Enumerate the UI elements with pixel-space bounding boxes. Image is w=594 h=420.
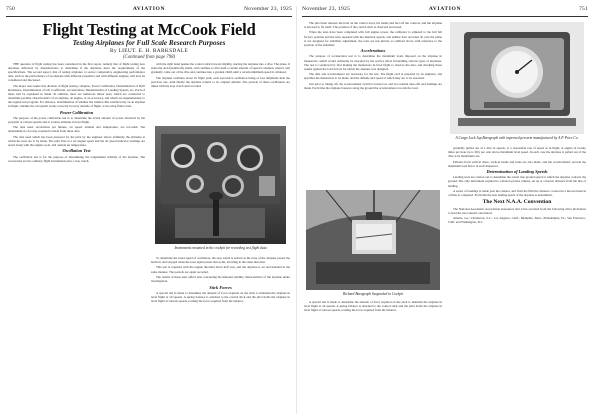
article-byline: By LIEUT. E. H. BARKSDALE: [110, 48, 188, 54]
paragraph: The National Aeronautic Association announces that it has received from the following cities invitations to hold the next annual convention:: [448, 206, 586, 215]
page-number: 750: [6, 6, 15, 12]
paragraph: The oscillation test is for the purpose of determining the longitudinal stability of the airplane. The accessories are the ordinary flight instruments plus a stop watch.: [8, 154, 145, 163]
paragraph: Pullouts from vertical dives, vertical banks and turns are also made, and the accelerometer records the maximum load factor in each maneuver.: [448, 159, 586, 168]
paragraph: The major tests under this division of flight testing comprise, Power Calibration, Determination of Drift Resistance, Determination of Lift Coefficient, Accelerations, Determination of Landing Speeds, etc. Each of these will be explained in detail. In addition, there are numerous minor tests, which are conducted to determine peculiar characteristics of an airplane, an engine, or an accessory, and which are supplementary to the regular test program. For instance, determination of whether the radiator fills satisfactorily on an airplane in flight, whether the oil system works correctly in every attitude of flight, or the wing flutter tests.: [8, 83, 145, 108]
paragraph: The purpose of the power calibration test is to determine the actual amount of power absorbed by the propeller at various speeds and at various altitudes in level flight.: [8, 115, 145, 124]
running-head-left: [4, 6, 294, 15]
page-gutter: [296, 6, 297, 414]
barograph-instrument-photo: [450, 22, 584, 134]
right-column-1-top: [304, 21, 442, 186]
paragraph: A series of landings is made past the camera, and from the film the distance covered in a known interval of time is computed. From this the true landing speed of the airplane is determined.: [448, 188, 586, 197]
paragraph: A special test is made to determine the amount of force required on the stick to maintain the airplane in level flight at all speeds. A spring balance is attached to the control stick and the pilot holds the airplane in level flight at various speeds, reading the force required from the balance.: [304, 300, 442, 313]
header-rule: [302, 16, 588, 17]
article-title: Flight Testing at McCook Field: [42, 20, 256, 39]
paragraph: The purpose of acceleration test is to determine the maximum loads imposed on the airplane in maneuvers, which would ordinarily be executed by the service pilots in handling various types of airplanes. The test is conducted by first making the maneuvers in level flight to observe the data, and checking these results against the load factors for which the airplane was designed.: [304, 54, 442, 71]
magazine-name: AVIATION: [132, 6, 166, 12]
cockpit-instruments-photo: [155, 126, 286, 244]
paragraph: The pilot then releases the hold on the control lever, his hands and feet off the controls, and the airplane is allowed to fly itself. The position of the control stick is observed and noted.: [304, 21, 442, 30]
barograph-photo-caption: Richard Barograph Suspended in Cockpit: [342, 292, 404, 296]
cockpit-photo-caption: Instruments mounted in the cockpit for recording test flight data: [174, 246, 267, 250]
paragraph: When the tests have been completed with full engine power, the calibrator is adjusted to the full fall factory position and the tests repeated with the identical speeds, and similar data recorded. In case the plane is not designed for stabilizer adjustment, the tests are run merely as outlined above with reference to the position of the stabilizer.: [304, 30, 442, 47]
article-subtitle: Testing Airplanes for Full Scale Research Purposes: [72, 39, 226, 47]
left-column-2-top: [151, 62, 290, 124]
paragraph: THE question of flight testing has been considered in the first report, namely that of flight testing new airplanes delivered by manufacturers to determine if the airplanes meet the requirements of the specifications. The second aspect, that of testing airplanes to secure comparative engineering performance data, such as the performance of an airplane with different propellers and with different engines, will now be considered and discussed.: [8, 62, 145, 83]
paragraph: The results of these tests afford data concerning the inherent stability characteristics of the airplane under investigation.: [151, 274, 290, 284]
barograph-instrument-illustration: [450, 22, 584, 134]
left-page: [4, 0, 294, 420]
left-column-1: [8, 62, 145, 414]
paragraph: The airplane oscillates about its flight path, each successive oscillation being of less amplitude than the previous one, until finally the airplane returns to its original attitude. The periods of these oscillations are timed with the stop watch and recorded.: [151, 75, 290, 88]
paragraph: The data used, revolutions per minute, air speed, altitude and temperature, are recorded. The determination of power required is made from these data.: [8, 125, 145, 134]
paragraph: Atlanta, Ga.; Charleston, S.C.; Los Angeles, Calif.; Memphis, Tenn.; Philadelphia, Pa.; San Francisco, Calif. and Washington, D.C.: [448, 216, 586, 225]
barograph-cockpit-illustration: [306, 190, 440, 290]
paragraph: Just prior to taking off, the accelerometer switch is turned on, and two normal take-offs and landings are made. Each time the airplane bounces along the ground the accelerometer records the load.: [304, 81, 442, 90]
issue-date: November 23, 1925: [244, 6, 292, 12]
left-column-2-bottom: [151, 256, 290, 414]
issue-date: November 23, 1925: [302, 6, 350, 12]
section-heading-accelerations: Accelerations: [360, 48, 386, 54]
running-head-right: [300, 6, 590, 15]
section-heading-oscillation-test: Oscillation Test: [62, 148, 91, 154]
paragraph: with the right hand pushes the control stick forward slightly, starting the airplane into a dive. The plane, if statically and dynamically stable, will continue to dive until a certain amount of speed is attained, when it will gradually come out of the dive and continue into a gradual climb until a certain minimum speed is obtained.: [151, 62, 290, 75]
right-column-1-bottom: [304, 300, 442, 414]
paragraph: The data and accelerometer are necessary for the test. The flight card is prepared by an engineer, and specifies the maneuvers to be made, and the altitude and speed at which they are to be executed.: [304, 72, 442, 81]
paragraph: The data used which has been prepared for the pilot by the engineer shows definitely the altitudes at which the tests are to be made. The pilot flies at a set engine speed and the air speed indicator readings are noted along with the engine r.p.m. and outside air temperature.: [8, 134, 145, 147]
paragraph: To determine the trend speed of oscillation, the stop watch is started as the nose of the airplane passes the horizon, and stopped when the nose again passes that point, traveling in the same direction.: [151, 256, 290, 265]
barograph-cockpit-photo: [306, 190, 440, 290]
right-page: [300, 0, 590, 420]
right-column-2: [448, 146, 586, 414]
paragraph: gradually pulled out of a dive in speeds, at a reasonable rate of speed as in flight, at angles of twenty miles per hour up to fifty per cent above maximum level speed. In each case the airplane is pulled out of the dive at its maximum rate.: [448, 146, 586, 159]
cockpit-instruments-illustration: [155, 126, 286, 244]
paragraph: A special test is made to determine the amount of force required on the stick to maintain the airplane in level flight at all speeds. A spring balance is attached to the control stick and the pilot holds the airplane in level flight at various speeds, reading the force required from the balance.: [151, 290, 290, 303]
magazine-name: AVIATION: [428, 6, 462, 12]
paragraph: Landing tests are carried out to determine the actual true ground speed at which the airplane contacts the ground. The only instrument required is a motion picture camera, set up at a known distance from the line of landing.: [448, 175, 586, 188]
section-heading-power-calibration: Power Calibration: [59, 109, 94, 115]
instrument-photo-caption: A Cargo Lock Jap Barograph with improved pen arm manufactured by A.P. Price Co.: [455, 136, 579, 140]
section-heading-stick-forces: Stick Forces: [209, 284, 232, 290]
section-heading-naa-convention: The Next N.A.A. Convention: [482, 199, 552, 206]
paragraph: This test is repeated with the engine throttled about half way, and the airplane is set and handled in the same manner. The periods are again recorded.: [151, 265, 290, 274]
section-heading-landing-speeds: Determination of Landing Speeds: [486, 169, 548, 175]
page-number: 751: [579, 6, 588, 12]
header-rule: [6, 16, 292, 17]
continued-note: (Continued from page 798): [122, 55, 176, 60]
